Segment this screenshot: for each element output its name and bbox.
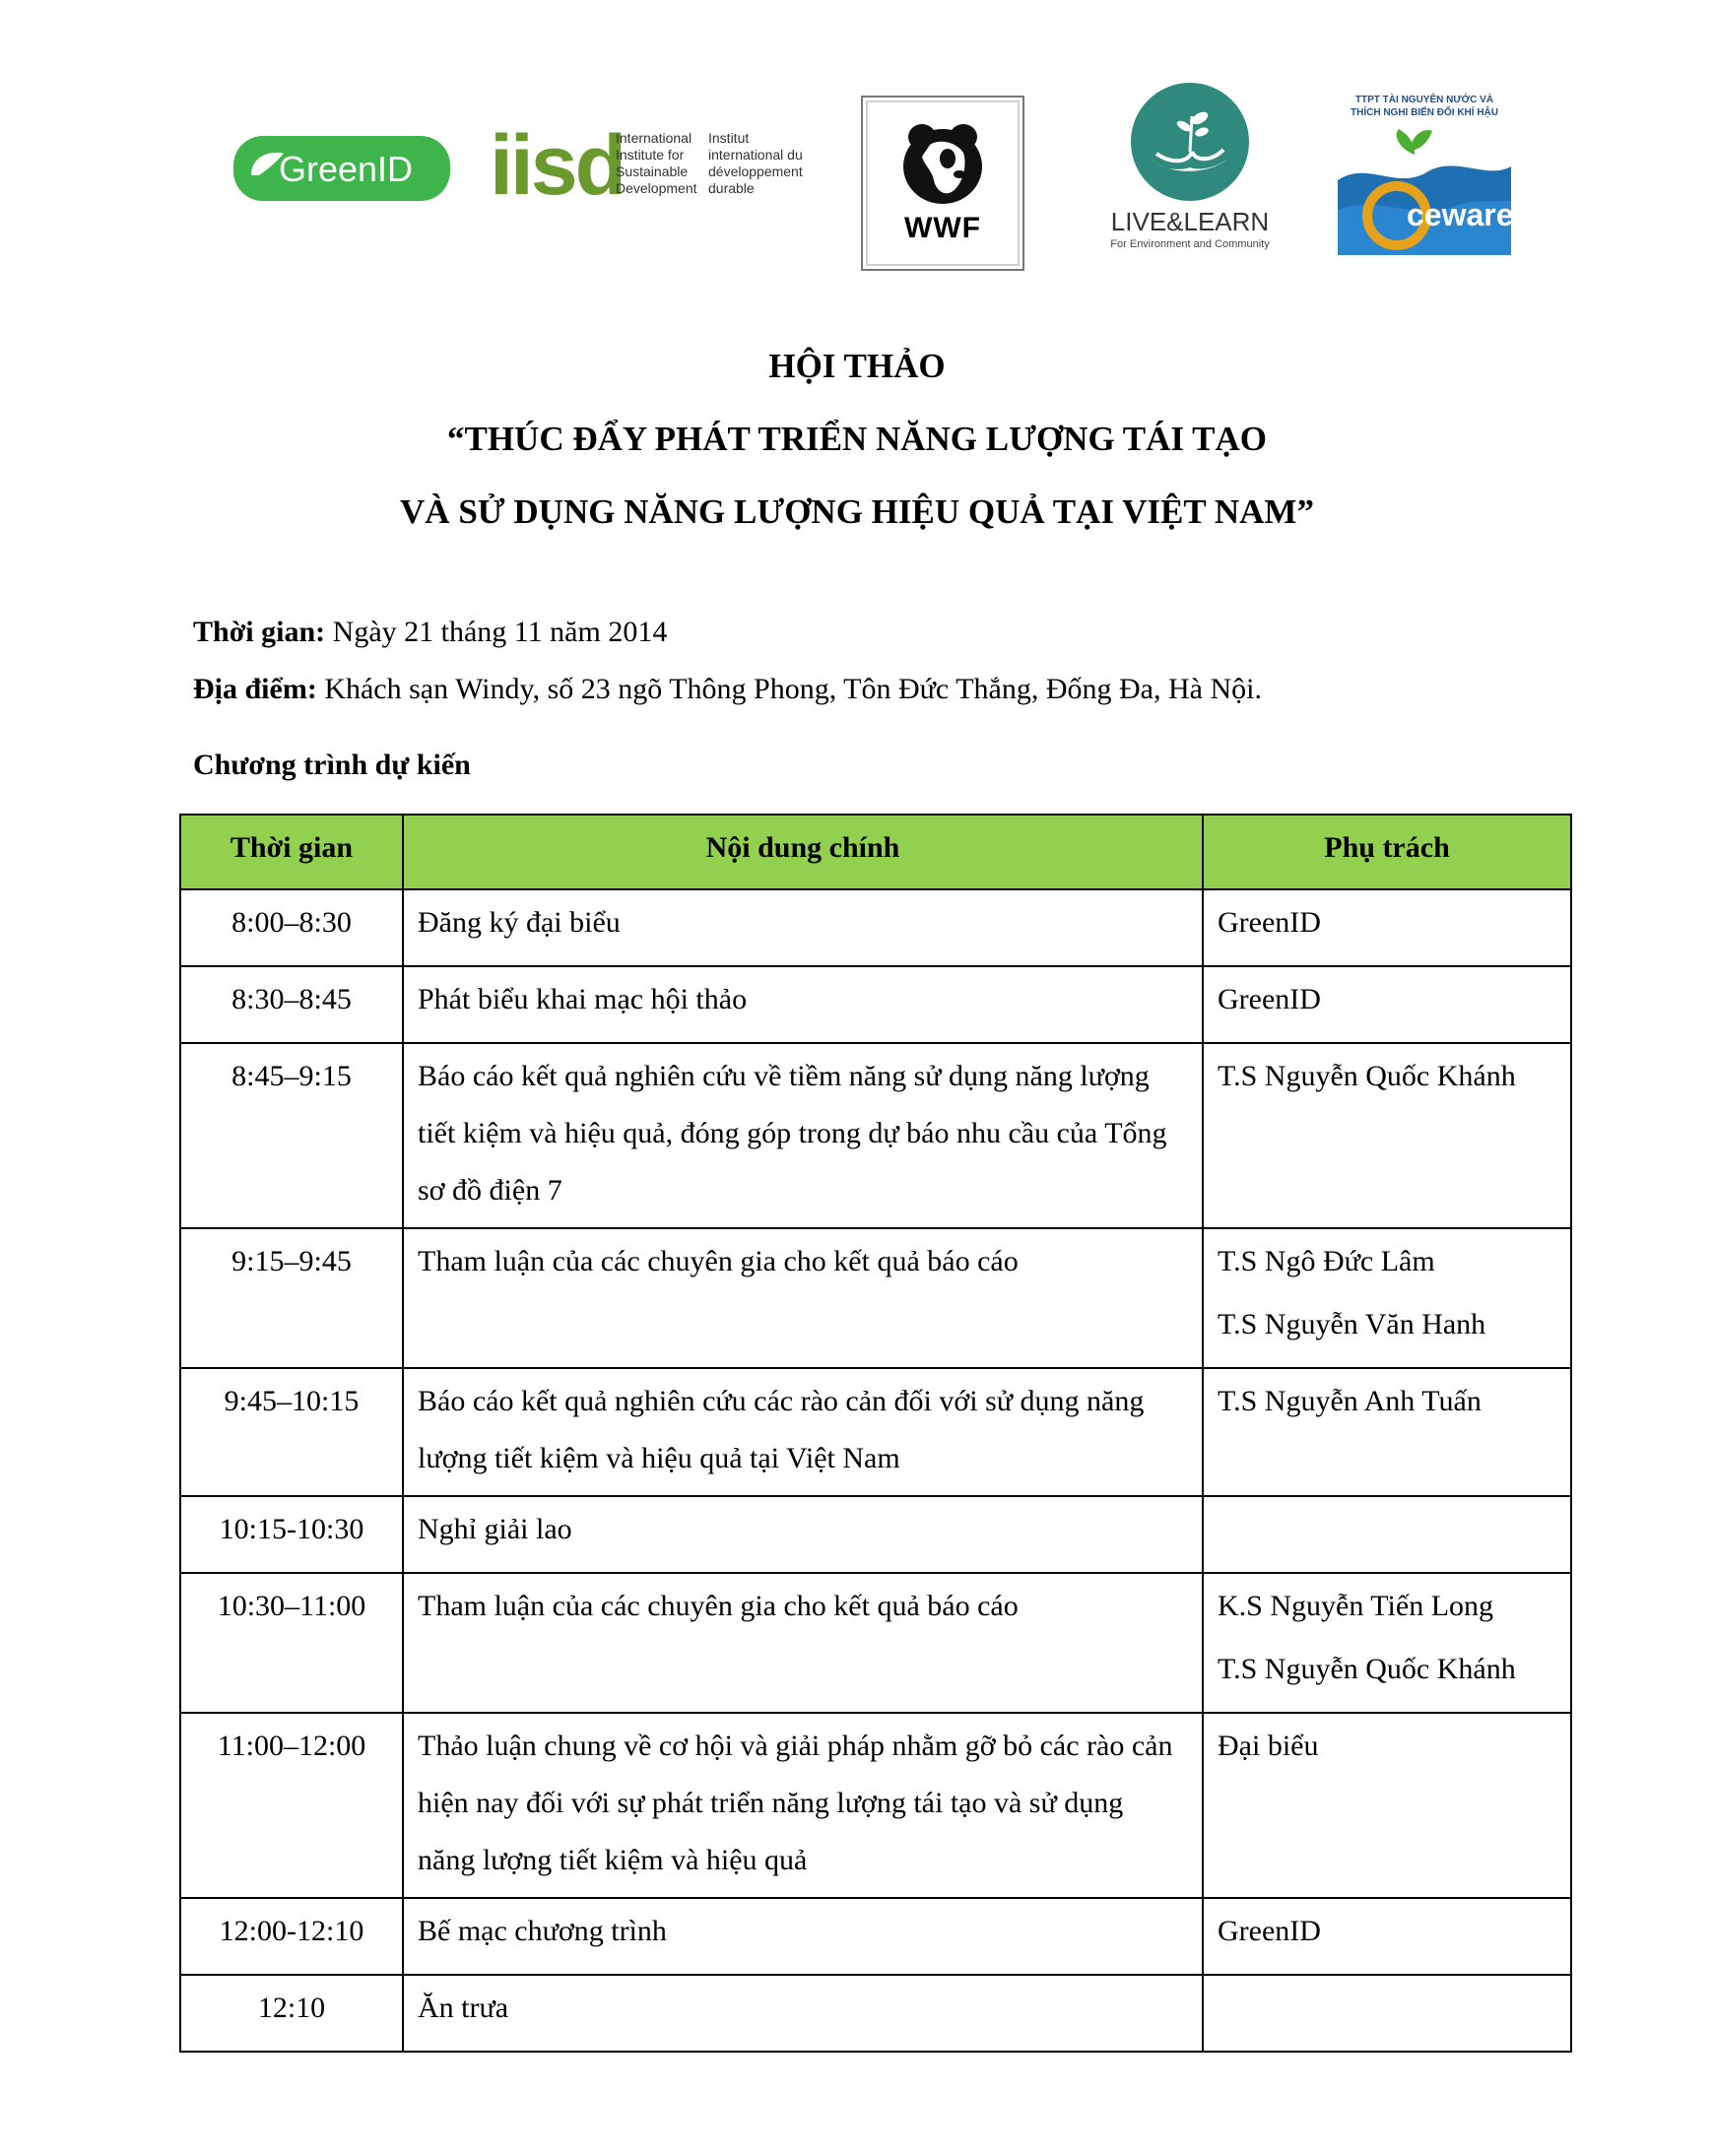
row-content: Báo cáo kết quả nghiên cứu về tiềm năng sử dụng năng lượng tiết kiệm và hiệu quả, đóng góp trong dự báo nhu cầu của Tổng sơ đồ điện 7	[403, 1043, 1203, 1228]
row-content: Phát biểu khai mạc hội thảo	[403, 966, 1203, 1043]
cewarec-wordmark: cewarec	[1407, 197, 1532, 232]
title-line-2: “THÚC ĐẨY PHÁT TRIỂN NĂNG LƯỢNG TÁI TẠO	[446, 420, 1268, 458]
iisd-logo	[490, 118, 815, 213]
live-and-learn-subtitle: For Environment and Community	[1110, 238, 1270, 250]
row-person	[1203, 1713, 1571, 1898]
person-name	[1218, 1501, 1556, 1564]
table-row	[180, 1496, 1571, 1573]
row-time: 8:45–9:15	[180, 1043, 403, 1228]
row-time: 9:45–10:15	[180, 1368, 403, 1496]
column-header-time: Thời gian	[180, 815, 403, 889]
row-person	[1203, 1228, 1571, 1368]
person-name: GreenID	[1218, 1915, 1321, 1947]
person-name: T.S Ngô Đức Lâm	[1218, 1245, 1435, 1277]
person-name: T.S Nguyễn Quốc Khánh	[1218, 1060, 1516, 1092]
event-info	[193, 613, 1262, 727]
row-time: 11:00–12:00	[180, 1713, 403, 1898]
table-row	[180, 1368, 1571, 1496]
row-content: Tham luận của các chuyên gia cho kết quả báo cáo	[403, 1573, 1203, 1713]
row-content: Ăn trưa	[403, 1975, 1203, 2052]
person-name: T.S Nguyễn Văn Hanh	[1218, 1308, 1486, 1340]
row-time: 10:30–11:00	[180, 1573, 403, 1713]
title-line-3: VÀ SỬ DỤNG NĂNG LƯỢNG HIỆU QUẢ TẠI VIỆT NAM”	[400, 492, 1314, 531]
row-person	[1203, 889, 1571, 966]
person-name: Đại biểu	[1218, 1730, 1319, 1762]
wwf-logo	[861, 96, 1024, 271]
wwf-wordmark: WWF	[904, 212, 981, 244]
person-name: GreenID	[1218, 983, 1321, 1015]
row-person	[1203, 1573, 1571, 1713]
row-content: Báo cáo kết quả nghiên cứu các rào cản đối với sử dụng năng lượng tiết kiệm và hiệu quả tại Việt Nam	[403, 1368, 1203, 1496]
event-place-value: Khách sạn Windy, số 23 ngõ Thông Phong, Tôn Đức Thắng, Đống Đa, Hà Nội.	[316, 673, 1262, 705]
row-content: Đăng ký đại biểu	[403, 889, 1203, 966]
row-person	[1203, 1975, 1571, 2052]
table-row	[180, 889, 1571, 966]
row-person	[1203, 966, 1571, 1043]
person-name: GreenID	[1218, 906, 1321, 939]
row-person	[1203, 1368, 1571, 1496]
title-line-1: HỘI THẢO	[768, 347, 946, 385]
greenid-wordmark: GreenID	[279, 149, 414, 189]
row-person	[1203, 1043, 1571, 1228]
person-name: K.S Nguyễn Tiến Long	[1218, 1590, 1494, 1622]
agenda-heading: Chương trình dự kiến	[193, 749, 471, 781]
row-content: Nghỉ giải lao	[403, 1496, 1203, 1573]
event-place-label: Địa điểm:	[193, 673, 317, 705]
person-name	[1218, 1980, 1556, 2043]
column-header-person: Phụ trách	[1203, 815, 1571, 889]
person-name: T.S Nguyễn Anh Tuấn	[1218, 1385, 1482, 1417]
cewarec-logo	[1338, 92, 1532, 255]
row-person	[1203, 1496, 1571, 1573]
column-header-content: Nội dung chính	[403, 815, 1203, 889]
table-row	[180, 1043, 1571, 1228]
live-and-learn-wordmark: LIVE&LEARN	[1110, 207, 1270, 236]
row-content: Thảo luận chung về cơ hội và giải pháp nhằm gỡ bỏ các rào cản hiện nay đối với sự phát triển năng lượng tái tạo và sử dụng năng lượng tiết kiệm và hiệu quả	[403, 1713, 1203, 1898]
event-time	[193, 613, 1262, 670]
row-time: 9:15–9:45	[180, 1228, 403, 1368]
table-row	[180, 1573, 1571, 1713]
iisd-french-name: Institut international du développement durable	[708, 130, 803, 196]
row-content: Bế mạc chương trình	[403, 1898, 1203, 1975]
event-time-value: Ngày 21 tháng 11 năm 2014	[325, 616, 668, 648]
greenid-logo	[233, 136, 450, 201]
row-time: 8:30–8:45	[180, 966, 403, 1043]
table-row	[180, 966, 1571, 1043]
live-and-learn-logo	[1101, 81, 1279, 258]
agenda-body	[180, 889, 1571, 2052]
logo-row	[0, 0, 1675, 295]
agenda-table	[179, 814, 1572, 2053]
cewarec-top-text: TTPT TÀI NGUYÊN NƯỚC VÀ THÍCH NGHI BIẾN ĐỔI KHÍ HẬU	[1351, 95, 1498, 118]
row-time: 12:10	[180, 1975, 403, 2052]
table-row	[180, 1975, 1571, 2052]
row-time: 10:15-10:30	[180, 1496, 403, 1573]
table-row	[180, 1713, 1571, 1898]
iisd-english-name: International Institute for Sustainable Development	[616, 130, 697, 196]
row-time: 8:00–8:30	[180, 889, 403, 966]
row-time: 12:00-12:10	[180, 1898, 403, 1975]
row-content: Tham luận của các chuyên gia cho kết quả báo cáo	[403, 1228, 1203, 1368]
table-row	[180, 1228, 1571, 1368]
table-row	[180, 1898, 1571, 1975]
agenda-header-row	[180, 815, 1571, 889]
event-place	[193, 670, 1262, 727]
iisd-wordmark: iisd	[490, 118, 625, 213]
document-title	[0, 345, 1714, 563]
person-name: T.S Nguyễn Quốc Khánh	[1218, 1653, 1516, 1685]
row-person	[1203, 1898, 1571, 1975]
event-time-label: Thời gian:	[193, 616, 326, 648]
